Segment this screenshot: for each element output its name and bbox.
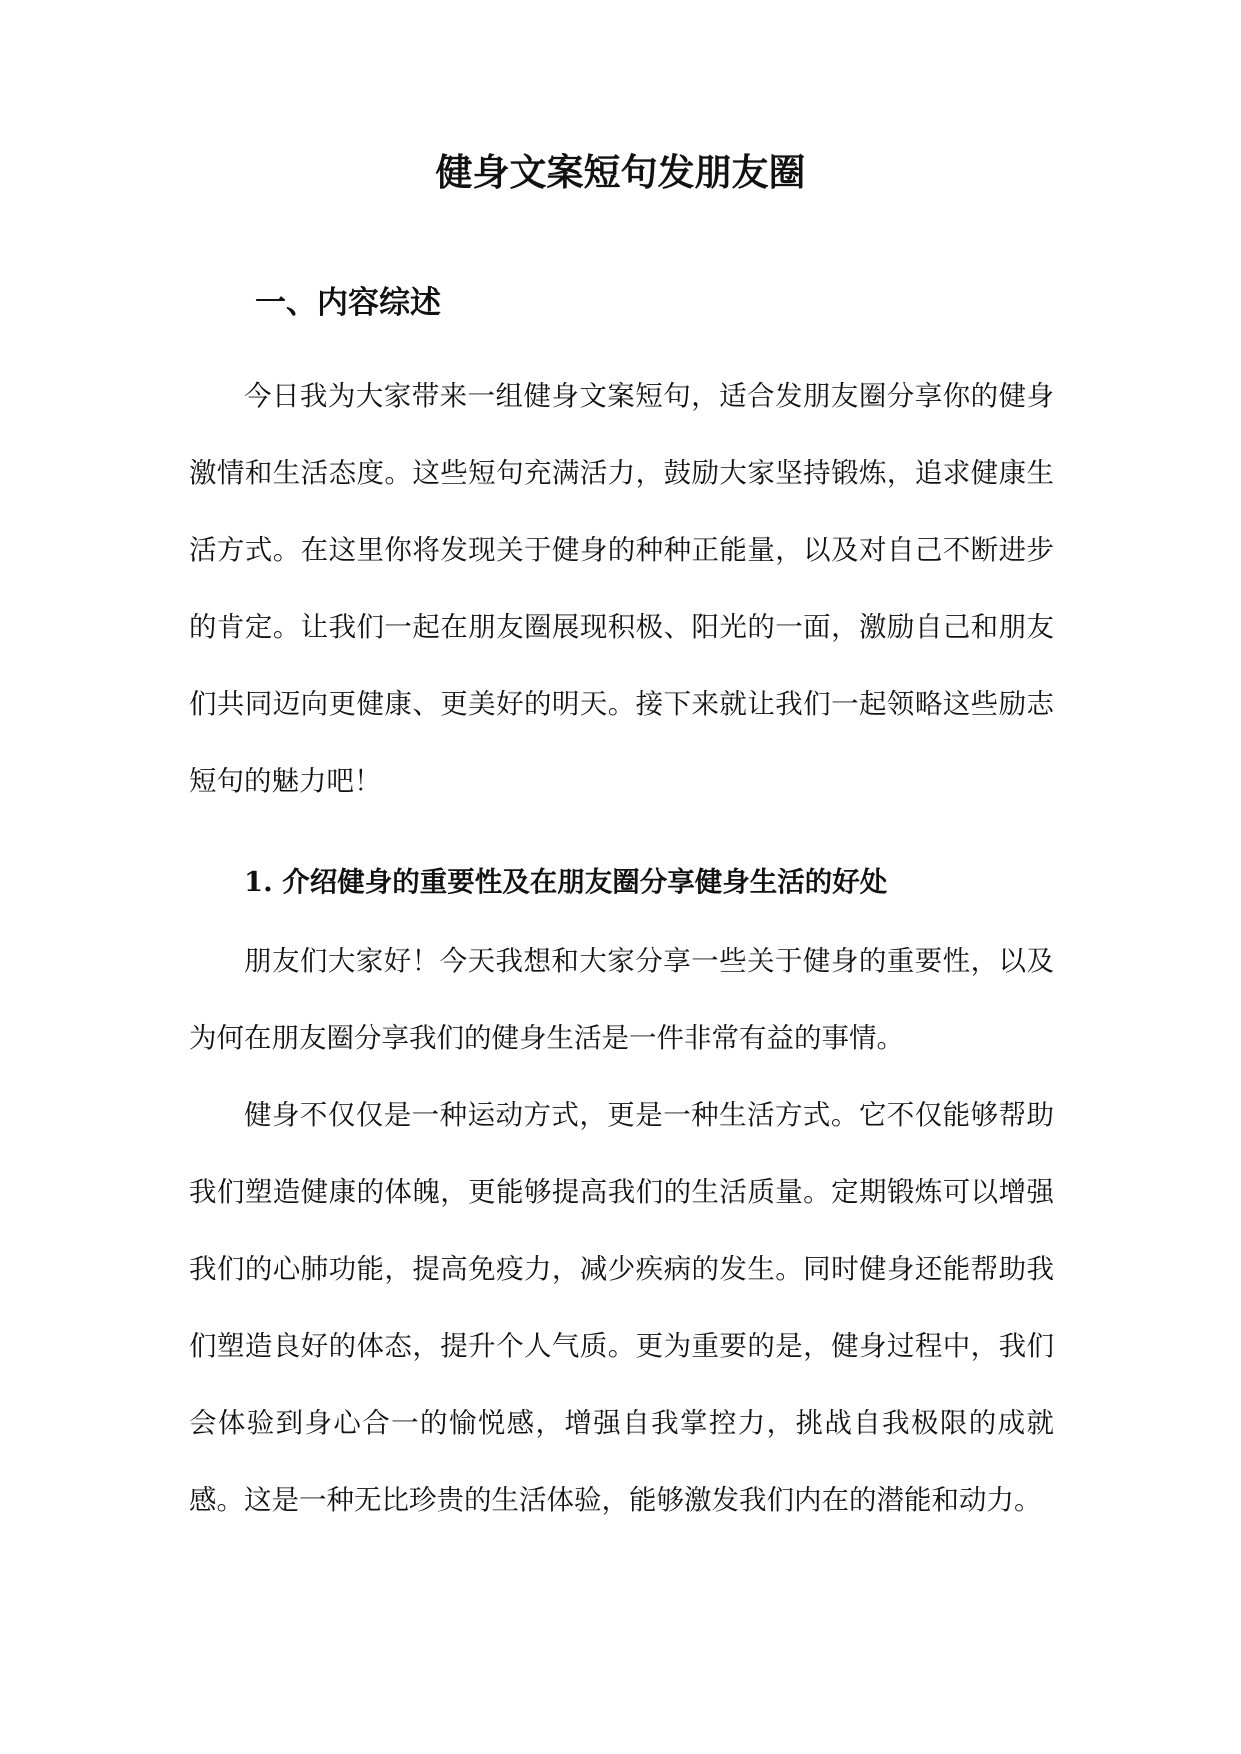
document-title: 健身文案短句发朋友圈 <box>435 150 806 194</box>
intro-paragraph: 今日我为大家带来一组健身文案短句，适合发朋友圈分享你的健身激情和生活态度。这些短句充满活力，鼓励大家坚持锻炼，追求健康生活方式。在这里你将发现关于健身的种种正能量，以及对自己不断进步的肯定。让我们一起在朋友圈展现积极、阳光的一面，激励自己和朋友们共同迈向更健康、更美好的明天。接下来就让我们一起领略这些励志短句的魅力吧！ <box>189 380 1054 797</box>
body-paragraph-2: 健身不仅仅是一种运动方式，更是一种生活方式。它不仅能够帮助我们塑造健康的体魄，更能够提高我们的生活质量。定期锻炼可以增强我们的心肺功能，提高免疫力，减少疾病的发生。同时健身还能帮助我们塑造良好的体态，提升个人气质。更为重要的是，健身过程中，我们会体验到身心合一的愉悦感，增强自我掌控力，挑战自我极限的成就感。这是一种无比珍贵的生活体验，能够激发我们内在的潜能和动力。 <box>189 1099 1054 1516</box>
subsection-heading: 1. 介绍健身的重要性及在朋友圈分享健身生活的好处 <box>244 866 888 898</box>
body-paragraph-1: 朋友们大家好！今天我想和大家分享一些关于健身的重要性，以及为何在朋友圈分享我们的健身生活是一件非常有益的事情。 <box>189 945 1054 1054</box>
section-heading: 一、内容综述 <box>255 285 441 321</box>
